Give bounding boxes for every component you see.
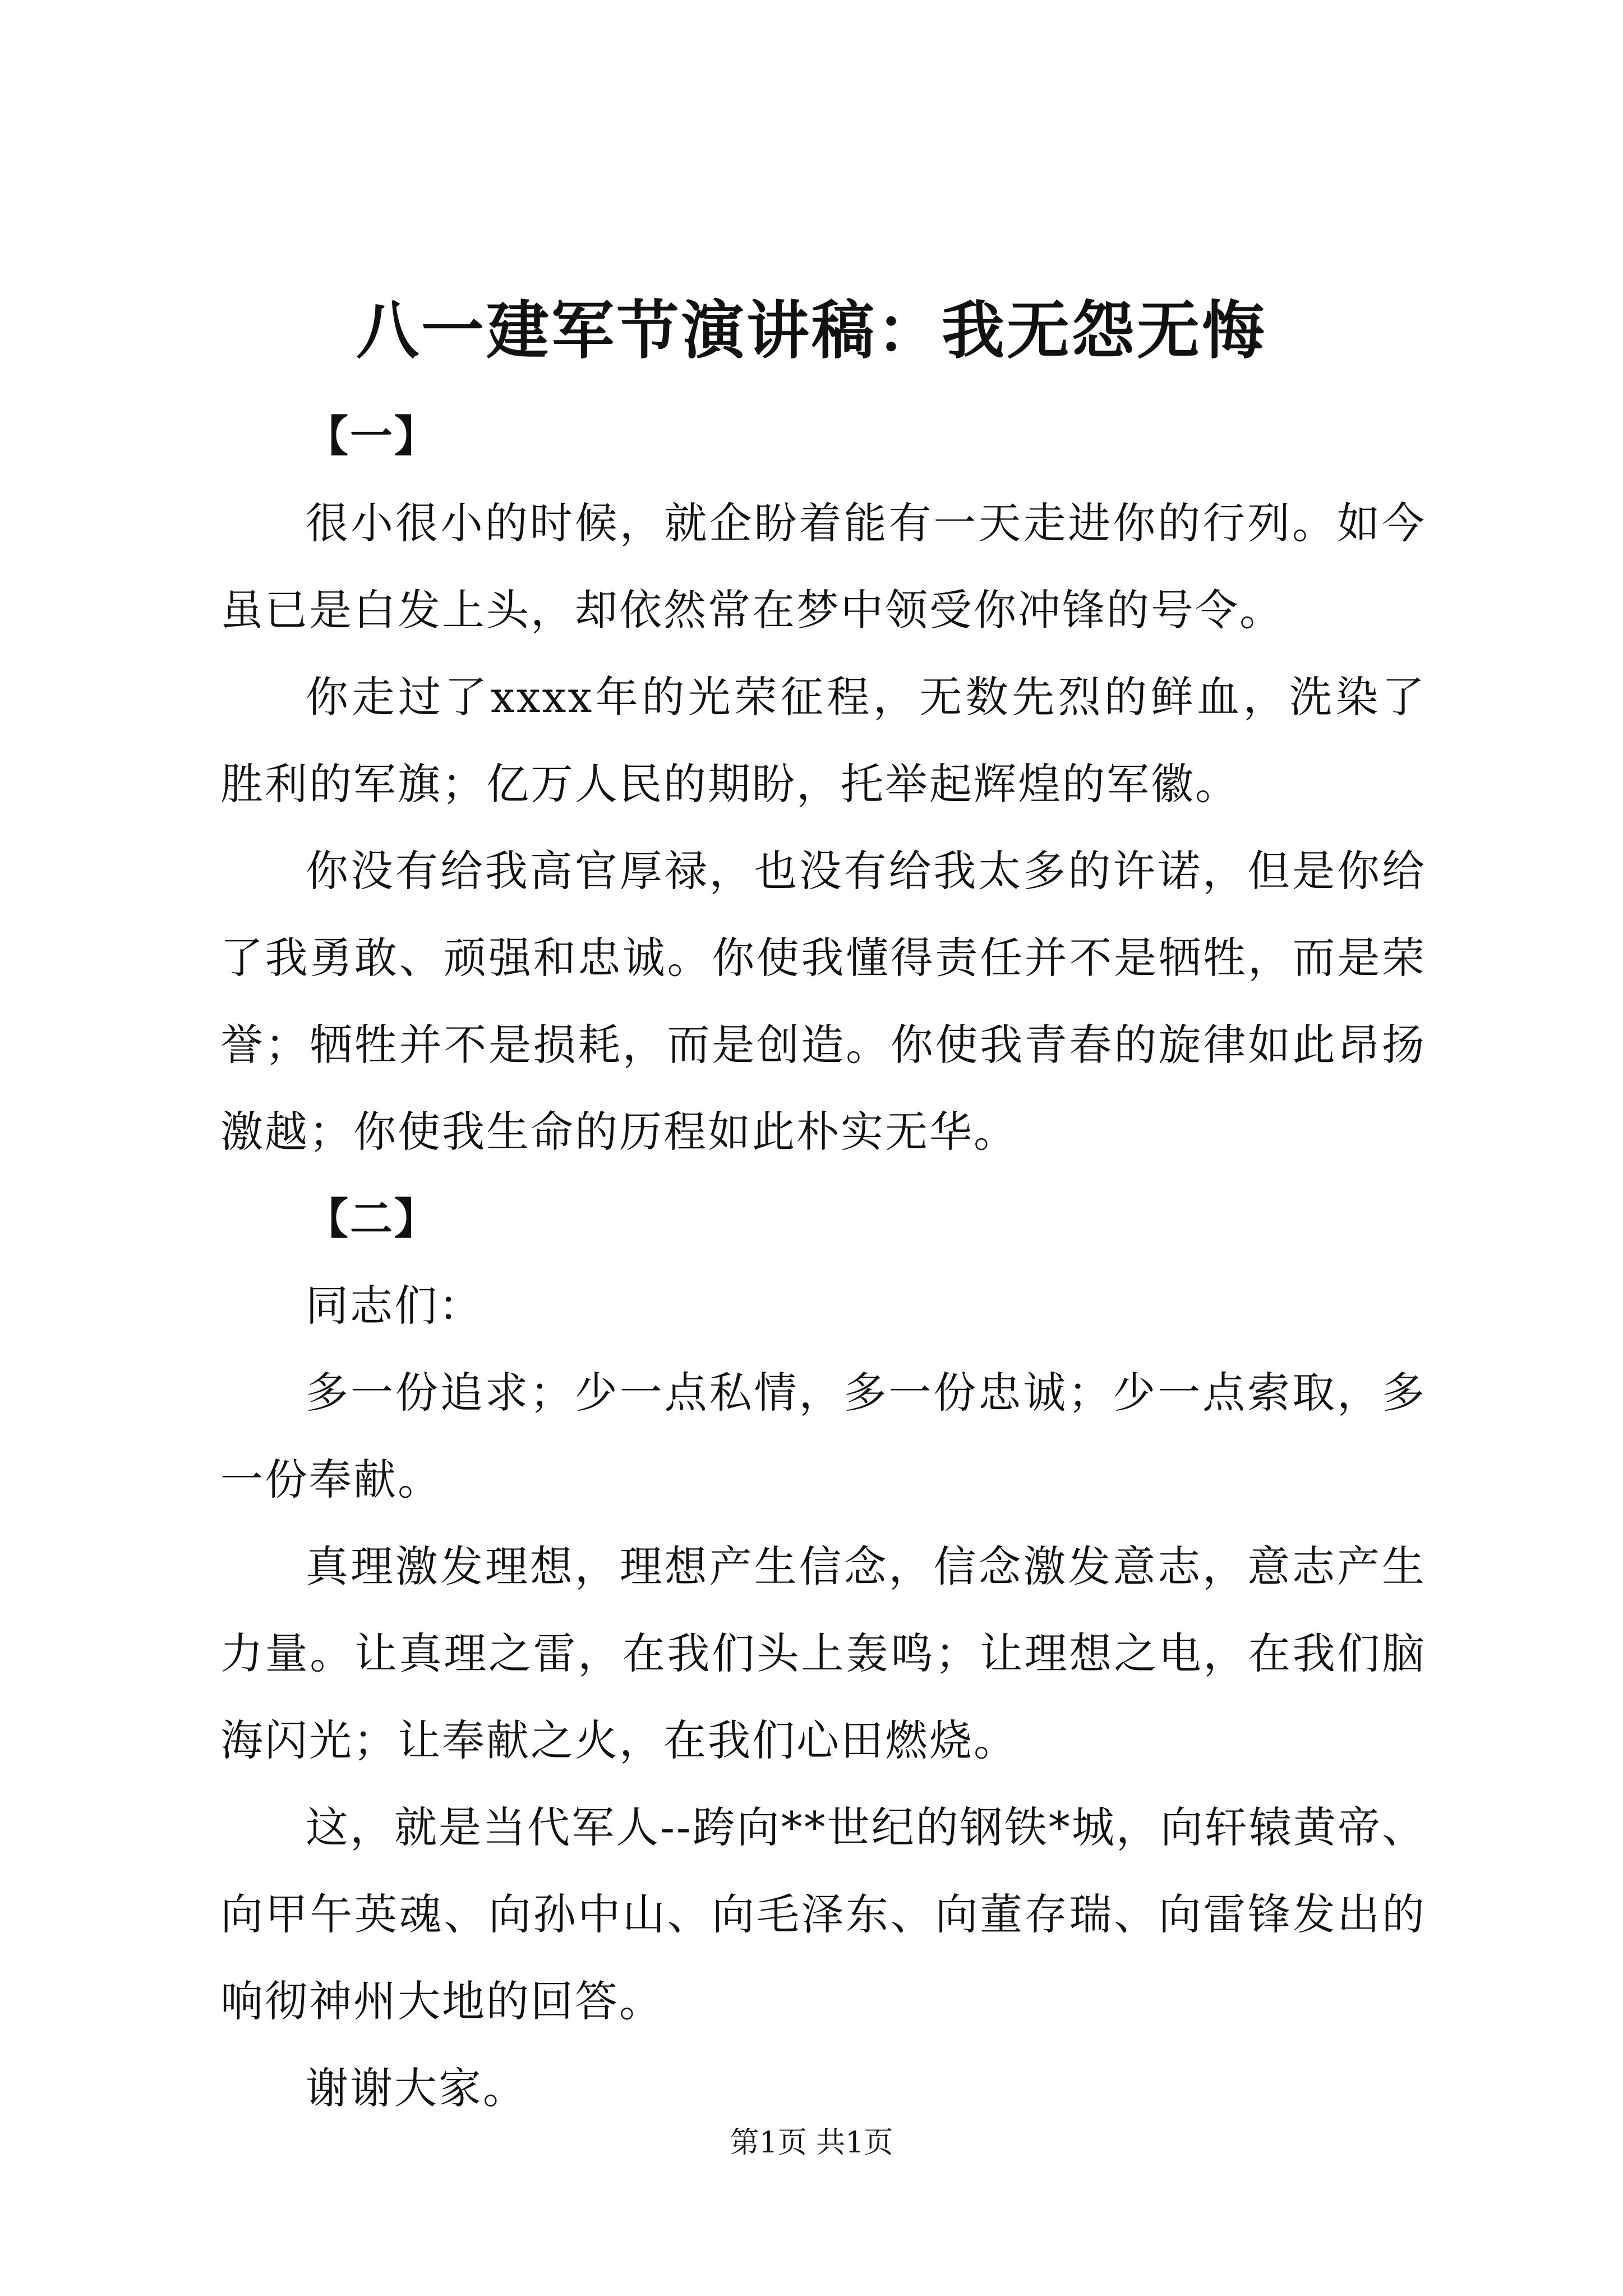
- document-body: [220, 393, 1426, 2132]
- page-footer: [0, 2123, 1623, 2162]
- paragraph: 多一份追求；少一点私情，多一份忠诚；少一点索取，多一份奉献。: [220, 1368, 1426, 1504]
- paragraph: 你没有给我高官厚禄，也没有给我太多的许诺，但是你给了我勇敢、顽强和忠诚。你使我懂得责任并不是牺牲，而是荣誉；牺牲并不是损耗，而是创造。你使我青春的旋律如此昂扬激越；你使我生命的历程如此朴实无华。: [220, 846, 1426, 1157]
- paragraph: 这，就是当代军人--跨向**世纪的钢铁*城，向轩辕黄帝、向甲午英魂、向孙中山、向毛泽东、向董存瑞、向雷锋发出的响彻神州大地的回答。: [220, 1802, 1426, 2026]
- paragraph: 你走过了xxxx年的光荣征程，无数先烈的鲜血，洗染了胜利的军旗；亿万人民的期盼，托举起辉煌的军徽。: [220, 672, 1426, 809]
- document-title: 八一建军节演讲稿：我无怨无悔: [356, 294, 1267, 367]
- section-marker-one: 【一】: [306, 411, 439, 461]
- paragraph: 很小很小的时候，就企盼着能有一天走进你的行列。如今虽已是白发上头，却依然常在梦中领受你冲锋的号令。: [220, 498, 1426, 635]
- closing: 谢谢大家。: [306, 2063, 527, 2113]
- paragraph: 真理激发理想，理想产生信念，信念激发意志，意志产生力量。让真理之雷，在我们头上轰鸣；让理想之电，在我们脑海闪光；让奉献之火，在我们心田燃烧。: [220, 1542, 1426, 1765]
- greeting: 同志们：: [306, 1281, 483, 1331]
- page-number-label: 第1页 共1页: [730, 2126, 893, 2160]
- section-marker-two: 【二】: [306, 1194, 439, 1244]
